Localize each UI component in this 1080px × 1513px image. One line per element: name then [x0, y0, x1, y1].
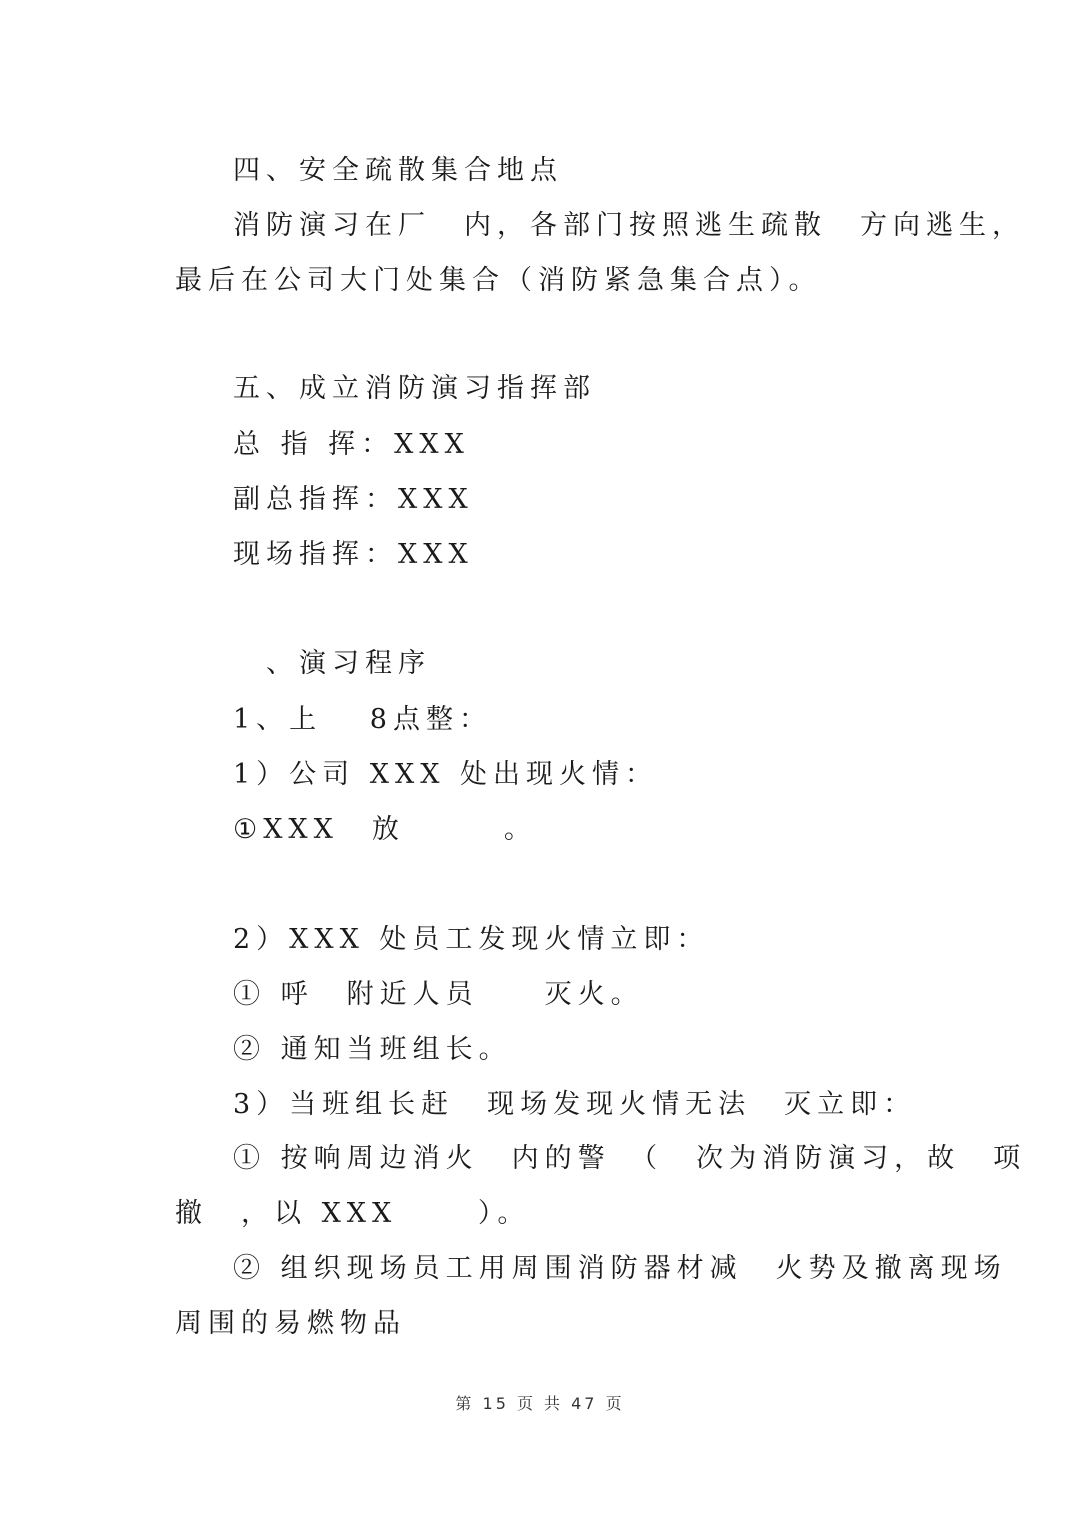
step-3-item-2-line-1: ② 组织现场员工用周围消防器材减 火势及撤离现场: [233, 1253, 1007, 1284]
step-3-title: 3）当班组长赶 现场发现火情无法 灭立即：: [233, 1089, 917, 1120]
page-number-footer: 第 15 页 共 47 页: [455, 1394, 625, 1413]
step-3-item-1-line-2: 撤 ，以 XXX ）。: [175, 1198, 531, 1229]
section-6-heading: 、演习程序: [233, 648, 431, 679]
section-4-heading: 四、安全疏散集合地点: [233, 155, 563, 186]
drill-time: 1、上 8点整：: [233, 704, 492, 735]
section-4-paragraph-line-2: 最后在公司大门处集合（消防紧急集合点）。: [175, 265, 822, 296]
step-3-item-2-line-2: 周围的易燃物品: [175, 1308, 406, 1339]
section-5-heading: 五、成立消防演习指挥部: [233, 373, 596, 404]
step-1-item-1: ①XXX 放 。: [233, 814, 537, 845]
step-2-title: 2）XXX 处员工发现火情立即：: [233, 924, 710, 955]
step-1-title: 1）公司 XXX 处出现火情：: [233, 759, 659, 790]
step-3-item-1-line-1: ① 按响周边消火 内的警 （ 次为消防演习，故 项: [233, 1143, 1027, 1174]
section-4-paragraph-line-1: 消防演习在厂 内，各部门按照逃生疏散 方向逃生，: [233, 210, 1025, 241]
commander-onsite: 现场指挥：XXX: [233, 539, 474, 570]
commander-deputy: 副总指挥：XXX: [233, 484, 474, 515]
commander-chief: 总 指 挥：XXX: [233, 429, 470, 460]
step-2-item-1: ① 呼 附近人员 灭火。: [233, 979, 644, 1010]
step-2-item-2: ② 通知当班组长。: [233, 1034, 512, 1065]
